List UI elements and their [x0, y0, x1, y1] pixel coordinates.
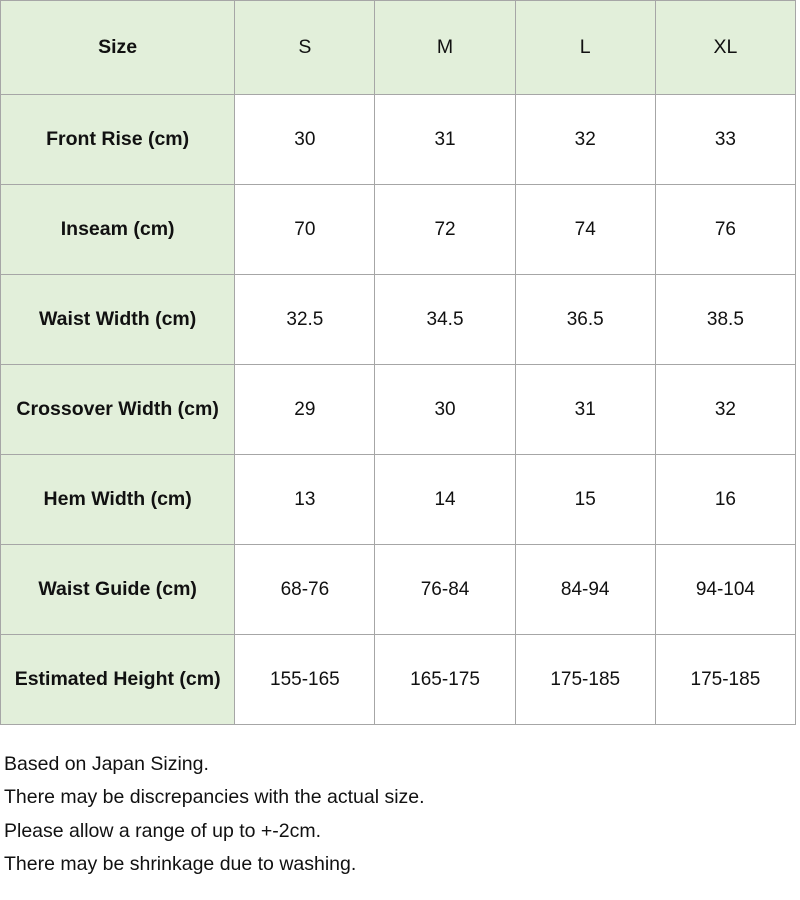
cell-waist-guide-l: 84-94	[515, 545, 655, 635]
cell-crossover-width-l: 31	[515, 365, 655, 455]
cell-waist-width-m: 34.5	[375, 275, 515, 365]
row-header-estimated-height: Estimated Height (cm)	[1, 635, 235, 725]
note-line: Please allow a range of up to +-2cm.	[4, 819, 322, 842]
cell-estimated-height-l: 175-185	[515, 635, 655, 725]
table-row	[1, 275, 796, 365]
cell-hem-width-m: 14	[375, 455, 515, 545]
note-line: Based on Japan Sizing.	[4, 753, 209, 775]
row-header-waist-width: Waist Width (cm)	[1, 275, 235, 365]
cell-front-rise-m: 31	[375, 95, 515, 185]
column-header-l: L	[515, 1, 655, 95]
table-row	[1, 185, 796, 275]
column-header-m: M	[375, 1, 515, 95]
notes-block	[0, 751, 800, 877]
table-row	[1, 95, 796, 185]
cell-inseam-s: 70	[235, 185, 375, 275]
cell-crossover-width-m: 30	[375, 365, 515, 455]
row-header-front-rise: Front Rise (cm)	[1, 95, 235, 185]
cell-hem-width-s: 13	[235, 455, 375, 545]
cell-waist-width-l: 36.5	[515, 275, 655, 365]
row-header-hem-width: Hem Width (cm)	[1, 455, 235, 545]
cell-hem-width-l: 15	[515, 455, 655, 545]
cell-waist-guide-s: 68-76	[235, 545, 375, 635]
column-header-xl: XL	[655, 1, 795, 95]
row-header-inseam: Inseam (cm)	[1, 185, 235, 275]
cell-waist-guide-m: 76-84	[375, 545, 515, 635]
table-row	[1, 455, 796, 545]
cell-inseam-l: 74	[515, 185, 655, 275]
cell-waist-width-xl: 38.5	[655, 275, 795, 365]
table-row	[1, 545, 796, 635]
cell-inseam-m: 72	[375, 185, 515, 275]
table-row	[1, 365, 796, 455]
cell-estimated-height-s: 155-165	[235, 635, 375, 725]
cell-front-rise-l: 32	[515, 95, 655, 185]
column-header-s: S	[235, 1, 375, 95]
cell-hem-width-xl: 16	[655, 455, 795, 545]
cell-waist-width-s: 32.5	[235, 275, 375, 365]
row-header-waist-guide: Waist Guide (cm)	[1, 545, 235, 635]
table-corner-header: Size	[1, 1, 235, 95]
table-header-row	[1, 1, 796, 95]
cell-inseam-xl: 76	[655, 185, 795, 275]
cell-crossover-width-s: 29	[235, 365, 375, 455]
cell-estimated-height-xl: 175-185	[655, 635, 795, 725]
table-row	[1, 635, 796, 725]
note-line: There may be shrinkage due to washing.	[4, 852, 357, 875]
cell-crossover-width-xl: 32	[655, 365, 795, 455]
note-line: There may be discrepancies with the actual size.	[4, 786, 425, 809]
cell-waist-guide-xl: 94-104	[655, 545, 795, 635]
cell-front-rise-s: 30	[235, 95, 375, 185]
cell-front-rise-xl: 33	[655, 95, 795, 185]
cell-estimated-height-m: 165-175	[375, 635, 515, 725]
row-header-crossover-width: Crossover Width (cm)	[1, 365, 235, 455]
